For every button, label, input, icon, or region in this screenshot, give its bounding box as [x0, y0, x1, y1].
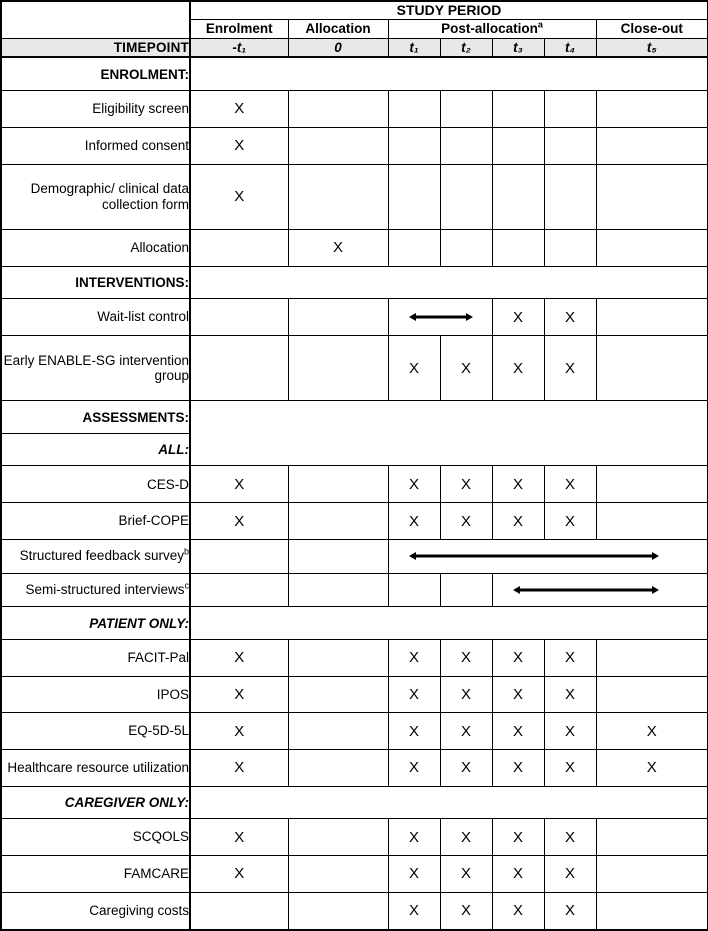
table-row: [1, 503, 708, 540]
cell-mark: [544, 503, 596, 540]
cell-mark: [388, 749, 440, 786]
row-label: [1, 503, 190, 540]
cell-mark: [190, 855, 288, 892]
timepoint-3: t₁: [388, 38, 440, 57]
cell-mark: [190, 503, 288, 540]
mark-x: X: [512, 359, 523, 377]
cell-mark: [190, 335, 288, 400]
header-group-label: Post-allocation: [441, 21, 538, 36]
cell-mark: [440, 819, 492, 856]
mark-x: X: [512, 722, 523, 740]
cell-mark: [440, 639, 492, 676]
cell-mark: [544, 164, 596, 229]
cell-mark: [492, 299, 544, 336]
section-header-row-interventions: [1, 266, 708, 299]
mark-x: X: [512, 902, 523, 920]
timeline-span-arrow-cell: [388, 539, 708, 573]
cell-mark: [440, 573, 492, 607]
mark-x: X: [408, 649, 419, 667]
cell-mark: [544, 466, 596, 503]
cell-mark: [596, 819, 708, 856]
mark-x: X: [234, 475, 245, 493]
cell-mark: [190, 749, 288, 786]
table-row: [1, 466, 708, 503]
mark-x: X: [408, 512, 419, 530]
cell-mark: [544, 819, 596, 856]
row-label: [1, 819, 190, 856]
table-row: [1, 164, 708, 229]
mark-x: X: [460, 902, 471, 920]
cell-mark: [440, 713, 492, 750]
header-group-label: Allocation: [305, 21, 371, 36]
double-headed-arrow-icon: [389, 549, 708, 563]
mark-x: X: [460, 359, 471, 377]
section-title-interventions: INTERVENTIONS:: [1, 266, 190, 299]
cell-mark: [190, 127, 288, 164]
cell-mark: [288, 892, 388, 930]
cell-mark: [492, 229, 544, 266]
mark-x: X: [460, 759, 471, 777]
cell-mark: [288, 335, 388, 400]
mark-x: X: [408, 475, 419, 493]
header-row-timepoint: [1, 38, 708, 57]
mark-x: X: [564, 828, 575, 846]
header-study-period: STUDY PERIOD: [190, 1, 708, 19]
cell-mark: [288, 573, 388, 607]
mark-x: X: [408, 359, 419, 377]
cell-mark: [596, 127, 708, 164]
timepoint-1: -t₁: [190, 38, 288, 57]
row-label-text: FAMCARE: [123, 866, 189, 882]
cell-mark: [388, 819, 440, 856]
section-header-row-patient-only: [1, 607, 708, 640]
cell-mark: [388, 676, 440, 713]
row-label-text: Allocation: [130, 239, 189, 255]
section-header-row-enrolment: [1, 57, 708, 91]
cell-mark: [596, 855, 708, 892]
mark-x: X: [460, 828, 471, 846]
mark-x: X: [512, 685, 523, 703]
cell-mark: [544, 299, 596, 336]
mark-x: X: [408, 759, 419, 777]
cell-mark: [440, 676, 492, 713]
timepoint-6: t₄: [544, 38, 596, 57]
cell-mark: [492, 676, 544, 713]
row-label: [1, 91, 190, 128]
section-title-enrolment: ENROLMENT:: [1, 57, 190, 91]
mark-x: X: [234, 685, 245, 703]
cell-mark: [388, 164, 440, 229]
mark-x: X: [460, 722, 471, 740]
mark-x: X: [408, 685, 419, 703]
cell-mark: [492, 713, 544, 750]
cell-mark: [492, 639, 544, 676]
mark-x: X: [564, 359, 575, 377]
header-group-close-out: [596, 19, 708, 38]
header-group-footnote-marker: a: [537, 19, 543, 30]
cell-mark: [288, 466, 388, 503]
cell-mark: [288, 539, 388, 573]
cell-mark: [190, 676, 288, 713]
mark-x: X: [408, 902, 419, 920]
table-row: [1, 819, 708, 856]
table-row: [1, 676, 708, 713]
mark-x: X: [564, 759, 575, 777]
cell-mark: [288, 164, 388, 229]
cell-mark: [492, 819, 544, 856]
cell-mark: [388, 466, 440, 503]
cell-mark: [440, 503, 492, 540]
cell-mark: [440, 749, 492, 786]
row-label: [1, 639, 190, 676]
row-label: [1, 892, 190, 930]
cell-mark: [440, 229, 492, 266]
row-label-text: CES-D: [146, 476, 189, 492]
table-row: [1, 127, 708, 164]
row-label-text: Eligibility screen: [92, 101, 189, 117]
row-label: [1, 855, 190, 892]
cell-mark: [190, 229, 288, 266]
row-label: [1, 539, 190, 573]
row-label: [1, 676, 190, 713]
row-label-text: SCQOLS: [132, 829, 189, 845]
mark-x: X: [408, 722, 419, 740]
mark-x: X: [460, 865, 471, 883]
cell-mark: [288, 713, 388, 750]
cell-mark: [190, 819, 288, 856]
row-label: [1, 749, 190, 786]
cell-mark: [388, 713, 440, 750]
cell-mark: [544, 713, 596, 750]
cell-mark: [388, 503, 440, 540]
mark-x: X: [460, 512, 471, 530]
mark-x: X: [234, 828, 245, 846]
cell-mark: [596, 713, 708, 750]
cell-mark: [288, 639, 388, 676]
cell-mark: [596, 892, 708, 930]
cell-mark: [544, 639, 596, 676]
timepoint-row-label: TIMEPOINT: [1, 38, 190, 57]
row-label: [1, 299, 190, 336]
mark-x: X: [564, 649, 575, 667]
row-label-text: Healthcare resource utilization: [7, 760, 189, 776]
cell-mark: [440, 466, 492, 503]
double-headed-arrow-icon: [389, 310, 493, 324]
section-header-spacer-interventions: [190, 266, 708, 299]
cell-mark: [190, 639, 288, 676]
mark-x: X: [512, 512, 523, 530]
cell-mark: [596, 164, 708, 229]
cell-mark: [440, 91, 492, 128]
mark-x: X: [234, 759, 245, 777]
cell-mark: [544, 127, 596, 164]
cell-mark: [492, 749, 544, 786]
table-row: [1, 229, 708, 266]
cell-mark: [544, 335, 596, 400]
cell-mark: [288, 91, 388, 128]
cell-mark: [544, 91, 596, 128]
cell-mark: [492, 91, 544, 128]
timeline-span-arrow-cell: [492, 573, 708, 607]
cell-mark: [190, 573, 288, 607]
mark-x: X: [234, 100, 245, 118]
row-label-text: Caregiving costs: [89, 903, 189, 919]
cell-mark: [388, 229, 440, 266]
row-label-text: Informed consent: [84, 137, 189, 153]
mark-x: X: [234, 649, 245, 667]
mark-x: X: [646, 722, 657, 740]
cell-mark: [596, 639, 708, 676]
timeline-span-arrow-cell: [388, 299, 492, 336]
table-row: [1, 639, 708, 676]
cell-mark: [190, 164, 288, 229]
row-footnote-marker: b: [183, 546, 189, 557]
section-header-row-caregiver-only: [1, 786, 708, 819]
header-group-enrolment: [190, 19, 288, 38]
row-footnote-marker: c: [184, 580, 189, 591]
mark-x: X: [646, 759, 657, 777]
mark-x: X: [564, 308, 575, 326]
cell-mark: [544, 229, 596, 266]
cell-mark: [190, 539, 288, 573]
row-label-text: FACIT-Pal: [127, 649, 189, 665]
cell-mark: [388, 639, 440, 676]
mark-x: X: [564, 685, 575, 703]
section-title-patient-only: PATIENT ONLY:: [1, 607, 190, 640]
table-row: [1, 299, 708, 336]
cell-mark: [388, 127, 440, 164]
cell-mark: [544, 855, 596, 892]
section-header-spacer-enrolment: [190, 57, 708, 91]
cell-mark: [596, 299, 708, 336]
cell-mark: [440, 335, 492, 400]
mark-x: X: [234, 137, 245, 155]
cell-mark: [288, 503, 388, 540]
mark-x: X: [512, 865, 523, 883]
row-label: [1, 335, 190, 400]
mark-x: X: [408, 828, 419, 846]
table-row: [1, 855, 708, 892]
cell-mark: [596, 229, 708, 266]
cell-mark: [190, 299, 288, 336]
header-group-post-allocation: [388, 19, 596, 38]
mark-x: X: [460, 685, 471, 703]
cell-mark: [190, 466, 288, 503]
mark-x: X: [234, 512, 245, 530]
cell-mark: [492, 892, 544, 930]
mark-x: X: [564, 902, 575, 920]
cell-mark: [492, 855, 544, 892]
mark-x: X: [512, 308, 523, 326]
double-headed-arrow-icon: [493, 583, 708, 597]
row-label: [1, 466, 190, 503]
cell-mark: [596, 503, 708, 540]
mark-x: X: [512, 475, 523, 493]
section-title-assessments: ASSESSMENTS:: [1, 401, 190, 434]
cell-mark: [596, 91, 708, 128]
mark-x: X: [564, 722, 575, 740]
row-label-text: Semi-structured interviews: [25, 582, 185, 598]
cell-mark: [492, 127, 544, 164]
header-row-study-period: [1, 1, 708, 19]
header-group-label: Close-out: [620, 21, 683, 36]
row-label: [1, 573, 190, 607]
header-corner-blank: [1, 1, 190, 38]
cell-mark: [440, 855, 492, 892]
timepoint-2: 0: [288, 38, 388, 57]
section-header-spacer-caregiver-only: [190, 786, 708, 819]
cell-mark: [388, 855, 440, 892]
cell-mark: [288, 819, 388, 856]
mark-x: X: [460, 649, 471, 667]
mark-x: X: [332, 239, 343, 257]
cell-mark: [492, 164, 544, 229]
header-group-allocation: [288, 19, 388, 38]
cell-mark: [190, 892, 288, 930]
section-title-caregiver-only: CAREGIVER ONLY:: [1, 786, 190, 819]
cell-mark: [544, 892, 596, 930]
cell-mark: [388, 91, 440, 128]
cell-mark: [288, 749, 388, 786]
timepoint-4: t₂: [440, 38, 492, 57]
mark-x: X: [512, 759, 523, 777]
header-group-label: Enrolment: [205, 21, 273, 36]
cell-mark: [492, 466, 544, 503]
cell-mark: [190, 713, 288, 750]
table-row: [1, 892, 708, 930]
section-header-row-assessments: [1, 401, 708, 434]
cell-mark: [544, 749, 596, 786]
table-row: [1, 713, 708, 750]
cell-mark: [440, 164, 492, 229]
row-label-text: IPOS: [156, 686, 189, 702]
section-header-spacer-assessments: [190, 401, 708, 466]
mark-x: X: [564, 475, 575, 493]
cell-mark: [190, 91, 288, 128]
mark-x: X: [234, 865, 245, 883]
table-row: [1, 91, 708, 128]
section-subtitle-assessments: ALL:: [1, 433, 190, 466]
cell-mark: [596, 676, 708, 713]
row-label-text: Early ENABLE-SG intervention group: [3, 352, 189, 384]
row-label-text: Brief-COPE: [118, 513, 189, 529]
row-label: [1, 164, 190, 229]
table-row: [1, 335, 708, 400]
mark-x: X: [408, 865, 419, 883]
mark-x: X: [460, 475, 471, 493]
cell-mark: [388, 892, 440, 930]
cell-mark: [288, 229, 388, 266]
row-label-text: Wait-list control: [97, 309, 189, 325]
cell-mark: [388, 335, 440, 400]
cell-mark: [596, 749, 708, 786]
table-row: [1, 749, 708, 786]
cell-mark: [492, 503, 544, 540]
mark-x: X: [564, 865, 575, 883]
mark-x: X: [564, 512, 575, 530]
section-header-spacer-patient-only: [190, 607, 708, 640]
timepoint-7: t₅: [596, 38, 708, 57]
timepoint-5: t₃: [492, 38, 544, 57]
row-label-text: Structured feedback survey: [19, 548, 184, 564]
cell-mark: [596, 466, 708, 503]
cell-mark: [288, 855, 388, 892]
mark-x: X: [234, 722, 245, 740]
cell-mark: [288, 676, 388, 713]
cell-mark: [596, 335, 708, 400]
row-label-text: EQ-5D-5L: [128, 723, 189, 739]
cell-mark: [288, 299, 388, 336]
table-body: [1, 1, 708, 930]
mark-x: X: [512, 828, 523, 846]
row-label-text: Demographic/ clinical data collection form: [30, 181, 189, 212]
table-row: [1, 573, 708, 607]
cell-mark: [492, 335, 544, 400]
cell-mark: [388, 573, 440, 607]
mark-x: X: [512, 649, 523, 667]
mark-x: X: [234, 188, 245, 206]
cell-mark: [440, 892, 492, 930]
cell-mark: [288, 127, 388, 164]
cell-mark: [544, 676, 596, 713]
row-label: [1, 229, 190, 266]
cell-mark: [440, 127, 492, 164]
row-label: [1, 127, 190, 164]
row-label: [1, 713, 190, 750]
table-row: [1, 539, 708, 573]
